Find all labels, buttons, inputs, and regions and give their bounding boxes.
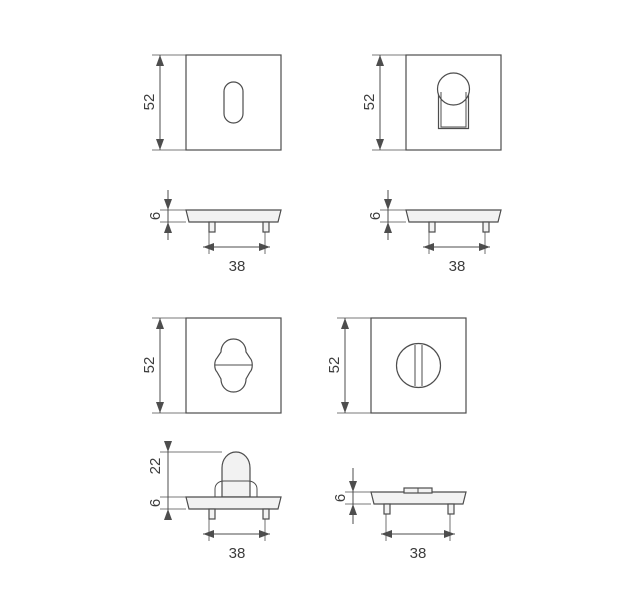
dimension-label: 6 — [332, 493, 349, 503]
dimension-label: 22 — [147, 457, 164, 475]
fixing-pin-right — [263, 222, 269, 232]
arrow-left — [423, 243, 434, 251]
arrow-left — [203, 530, 214, 538]
arrow-down — [376, 139, 384, 150]
arrow-up — [156, 318, 164, 329]
arrow-down — [384, 199, 392, 210]
dimension-thickness-6-d — [332, 468, 371, 524]
view-keyhole-side — [147, 190, 281, 275]
dimension-width-38-a — [203, 232, 270, 275]
dimension-label: 38 — [409, 545, 427, 562]
arrow-up — [349, 504, 357, 515]
view-slot-front — [326, 318, 466, 413]
arrow-up — [164, 509, 172, 520]
fixing-pin-left — [209, 509, 215, 519]
euro-cylinder-circle-cutout — [438, 73, 470, 105]
dimension-width-38-c — [203, 519, 270, 562]
arrow-up — [164, 222, 172, 233]
dimension-label: 52 — [326, 356, 343, 374]
dimension-width-38-b — [423, 232, 490, 275]
arrow-up — [341, 318, 349, 329]
dimension-label: 38 — [448, 258, 466, 275]
rosette-side-profile — [371, 492, 466, 504]
dimension-thickness-6-c — [147, 497, 186, 509]
turn-disc — [397, 344, 441, 388]
rosette-side-profile — [186, 210, 281, 222]
arrow-left — [381, 530, 392, 538]
arrow-left — [203, 243, 214, 251]
view-thumbturn-front — [141, 318, 281, 413]
dimension-label: 38 — [228, 545, 246, 562]
arrow-down — [156, 402, 164, 413]
dimension-label: 38 — [228, 258, 246, 275]
fixing-pin-left — [209, 222, 215, 232]
rosette-side-profile — [186, 497, 281, 509]
dimension-thickness-6-a — [147, 190, 186, 240]
dimension-label: 52 — [141, 356, 158, 374]
dimension-height-52-b — [361, 55, 406, 150]
view-thumbturn-side — [147, 441, 281, 562]
fixing-pin-left — [429, 222, 435, 232]
view-euro-cylinder-side — [367, 190, 501, 275]
fixing-pin-right — [263, 509, 269, 519]
dimension-label: 6 — [367, 211, 384, 221]
dimension-label: 52 — [141, 93, 158, 111]
dimension-label: 6 — [147, 211, 164, 221]
arrow-up — [376, 55, 384, 66]
arrow-right — [444, 530, 455, 538]
rosette-side-profile — [406, 210, 501, 222]
arrow-down — [164, 441, 172, 452]
arrow-right — [259, 243, 270, 251]
dimension-width-38-d — [381, 514, 455, 562]
fixing-pin-left — [384, 504, 390, 514]
dimension-height-52-c — [141, 318, 186, 413]
arrow-down — [349, 481, 357, 492]
fixing-pin-right — [483, 222, 489, 232]
arrow-down — [164, 199, 172, 210]
view-keyhole-front — [141, 55, 281, 150]
dimension-height-52-d — [326, 318, 371, 413]
arrow-right — [479, 243, 490, 251]
dimension-thickness-6-b — [367, 190, 406, 240]
keyhole-slot — [224, 82, 243, 123]
arrow-down — [341, 402, 349, 413]
dimension-height-52-a — [141, 55, 186, 150]
view-euro-cylinder-front — [361, 55, 501, 150]
arrow-up — [156, 55, 164, 66]
arrow-up — [384, 222, 392, 233]
arrow-down — [156, 139, 164, 150]
dimension-label: 6 — [147, 498, 164, 508]
dimension-label: 52 — [361, 93, 378, 111]
fixing-pin-right — [448, 504, 454, 514]
view-slot-side — [332, 468, 466, 562]
thumbturn-side-knob — [222, 452, 250, 497]
arrow-right — [259, 530, 270, 538]
